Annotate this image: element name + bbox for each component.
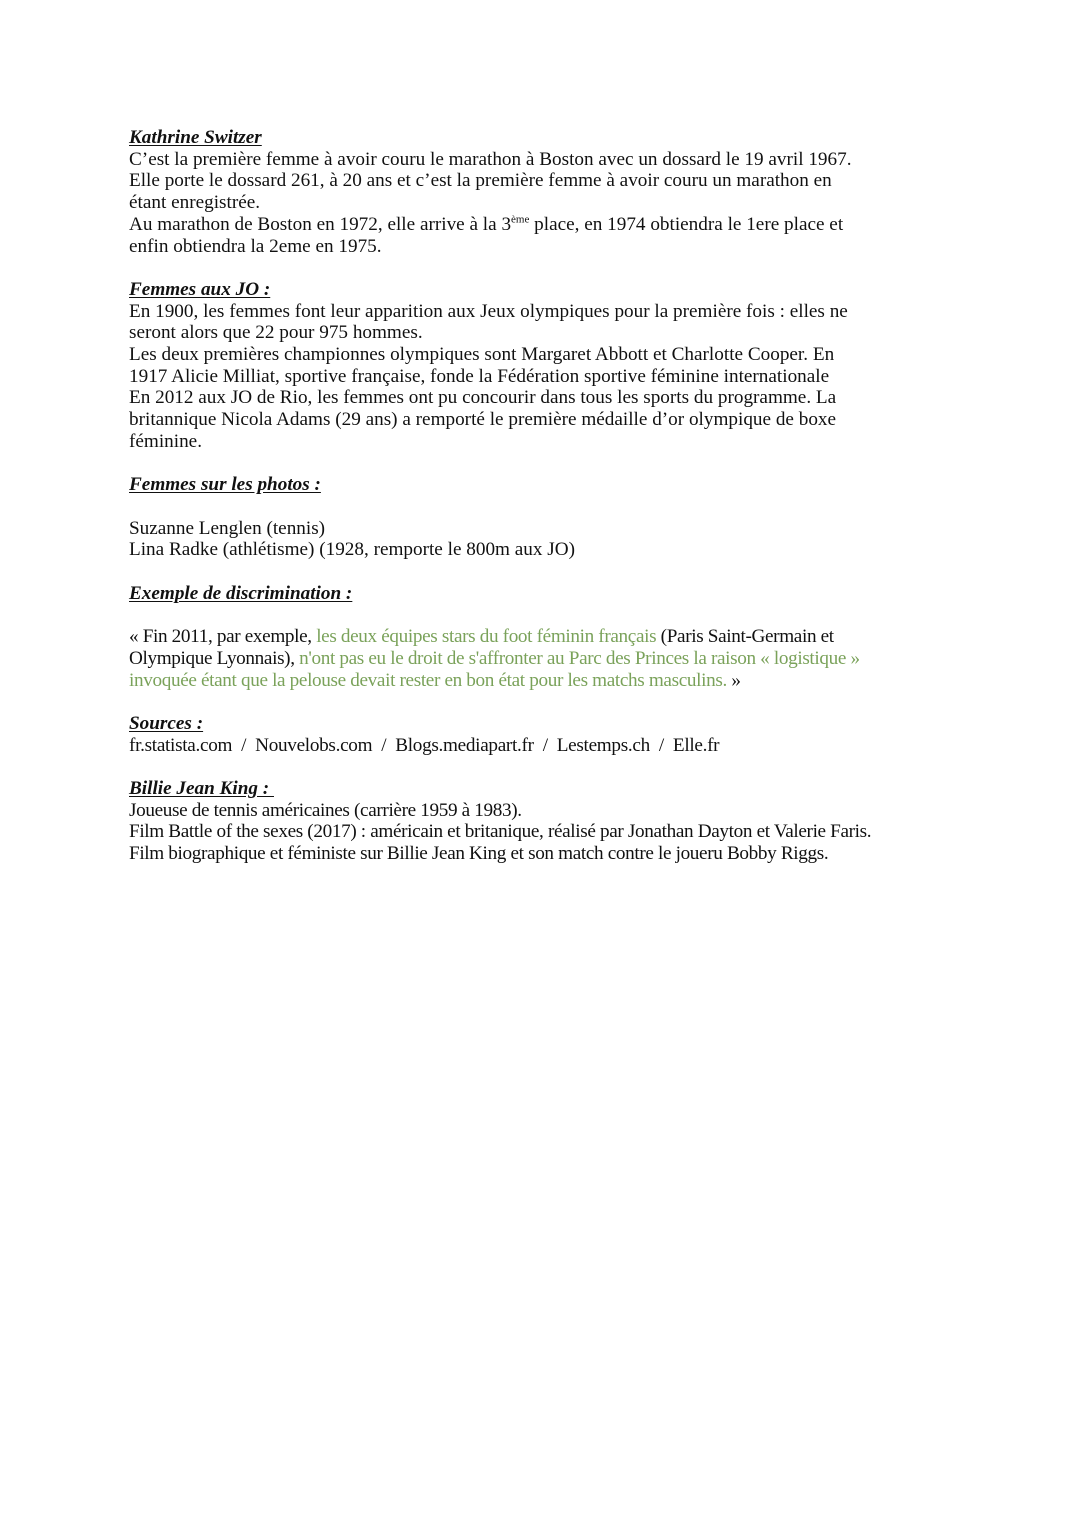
section-kathrine-switzer (129, 127, 959, 257)
section-exemple-de-discrimination (129, 583, 959, 692)
quote-line-1 (129, 626, 959, 648)
quote-highlight-2: n'ont pas eu le droit de s'affronter au Parc des Princes la raison « logistique » (299, 647, 860, 669)
switzer-line-4-start: Au marathon de Boston en 1972, elle arrive à la 3 (129, 213, 512, 235)
section-sources (129, 713, 959, 756)
quote-highlight-3: invoquée étant que la pelouse devait rester en bon état pour les matchs masculins. (129, 669, 727, 691)
jo-line-4: 1917 Alicie Milliat, sportive française, fonde la Fédération sportive féminine internationale (129, 365, 830, 387)
king-line-3: Film biographique et féministe sur Billie Jean King et son match contre le joueru Bobby Riggs. (129, 843, 829, 865)
switzer-line-2: Elle porte le dossard 261, à 20 ans et c’est la première femme à avoir couru un marathon en (129, 170, 832, 192)
heading-sources: Sources : (129, 712, 204, 734)
quote-line-1-end: (Paris Saint-Germain et (656, 626, 834, 648)
photos-line-2: Lina Radke (athlétisme) (1928, remporte le 800m aux JO) (129, 539, 575, 561)
switzer-line-5: enfin obtiendra la 2eme en 1975. (129, 235, 382, 257)
switzer-line-4-end: place, en 1974 obtiendra le 1ere place et (529, 213, 844, 235)
switzer-line-3: étant enregistrée. (129, 192, 261, 214)
jo-line-2: seront alors que 22 pour 975 hommes. (129, 322, 423, 344)
jo-line-7: féminine. (129, 430, 202, 452)
section-femmes-sur-les-photos (129, 474, 959, 561)
jo-line-3: Les deux premières championnes olympiques sont Margaret Abbott et Charlotte Cooper. En (129, 344, 835, 366)
switzer-superscript: ème (511, 213, 530, 226)
switzer-line-1: C’est la première femme à avoir couru le marathon à Boston avec un dossard le 19 avril 1967. (129, 148, 852, 170)
jo-line-5: En 2012 aux JO de Rio, les femmes ont pu concourir dans tous les sports du programme. La (129, 387, 837, 409)
quote-line-2-start: Olympique Lyonnais), (129, 647, 300, 669)
quote-line-3 (129, 670, 959, 692)
king-line-1: Joueuse de tennis américaines (carrière 1959 à 1983). (129, 799, 522, 821)
sources-list: fr.statista.com / Nouvelobs.com / Blogs.mediapart.fr / Lestemps.ch / Elle.fr (129, 734, 720, 756)
jo-line-6: britannique Nicola Adams (29 ans) a remporté le première médaille d’or olympique de boxe (129, 409, 837, 431)
jo-line-1: En 1900, les femmes font leur apparition aux Jeux olympiques pour la première fois : elles ne (129, 300, 848, 322)
photos-line-1: Suzanne Lenglen (tennis) (129, 517, 326, 539)
quote-line-2 (129, 648, 959, 670)
heading-femmes-sur-les-photos: Femmes sur les photos : (129, 474, 321, 496)
heading-kathrine-switzer: Kathrine Switzer (129, 127, 262, 148)
quote-highlight-1: les deux équipes stars du foot féminin français (316, 626, 657, 648)
switzer-line-4 (129, 214, 959, 236)
document-page (129, 127, 959, 865)
king-line-2: Film Battle of the sexes (2017) : américain et britanique, réalisé par Jonathan Dayton et Valerie Faris. (129, 821, 872, 843)
heading-exemple-de-discrimination: Exemple de discrimination : (129, 582, 353, 604)
quote-line-3-end: » (726, 669, 741, 691)
heading-billie-jean-king: Billie Jean King : (129, 777, 274, 799)
section-femmes-aux-jo (129, 279, 959, 453)
section-billie-jean-king (129, 778, 959, 865)
heading-femmes-aux-jo: Femmes aux JO : (129, 278, 271, 300)
quote-line-1-start: « Fin 2011, par exemple, (129, 626, 317, 648)
